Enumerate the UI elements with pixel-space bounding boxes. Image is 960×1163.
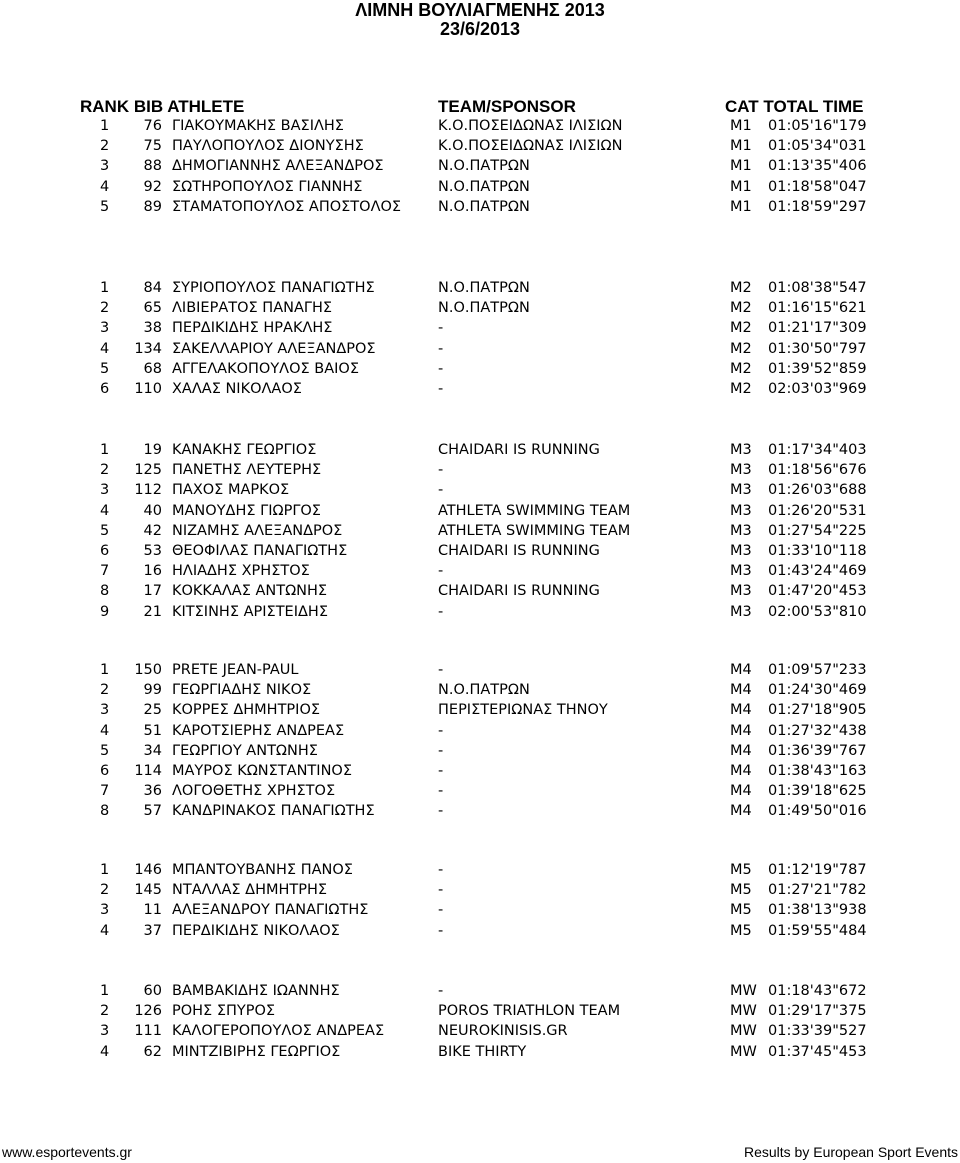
result-row [0, 1003, 960, 1023]
category: M3 [730, 442, 752, 458]
total-time: 01:36'39"767 [768, 742, 867, 759]
total-time: 01:26'20"531 [768, 502, 867, 519]
athlete-name: ΠΑΧΟΣ ΜΑΡΚΟΣ [172, 482, 290, 499]
footer-website: www.esportevents.gr [2, 1144, 132, 1160]
result-row [0, 381, 960, 401]
athlete-name: ΚΑΡΟΤΣΙΕΡΗΣ ΑΝΔΡΕΑΣ [172, 722, 345, 739]
rank: 3 [100, 902, 110, 919]
athlete-name: ΓΕΩΡΓΙΑΔΗΣ ΝΙΚΟΣ [172, 682, 312, 699]
team-sponsor: CHAIDARI IS RUNNING [438, 543, 600, 559]
bib: 150 [134, 662, 162, 678]
total-time: 01:26'03"688 [768, 482, 867, 499]
total-time: 01:38'43"163 [768, 763, 867, 779]
athlete-name: ΘΕΟΦΙΛΑΣ ΠΑΝΑΓΙΩΤΗΣ [172, 543, 348, 559]
total-time: 01:17'34"403 [768, 442, 867, 458]
team-sponsor: CHAIDARI IS RUNNING [438, 442, 600, 458]
athlete-name: ΚΑΝΑΚΗΣ ΓΕΩΡΓΙΟΣ [172, 442, 317, 458]
result-row [0, 442, 960, 462]
athlete-name: ΝΙΖΑΜΗΣ ΑΛΕΞΑΝΔΡΟΣ [172, 522, 343, 539]
team-sponsor: - [438, 902, 444, 919]
category: MW [730, 1043, 757, 1060]
rank: 5 [100, 742, 110, 759]
bib: 17 [143, 583, 162, 600]
category: M4 [730, 803, 752, 820]
category: M2 [730, 300, 752, 317]
category: M1 [730, 158, 752, 175]
bib: 38 [143, 320, 162, 337]
total-time: 02:00'53"810 [768, 603, 867, 620]
rank: 1 [100, 662, 110, 678]
result-row [0, 543, 960, 563]
result-row [0, 983, 960, 1003]
bib: 68 [143, 360, 162, 377]
team-sponsor: Ν.Ο.ΠΑΤΡΩΝ [438, 198, 530, 215]
category: MW [730, 1023, 757, 1040]
result-row [0, 199, 960, 219]
total-time: 01:59'55"484 [768, 922, 867, 939]
bib: 88 [143, 158, 162, 175]
bib: 21 [143, 603, 162, 620]
result-row [0, 320, 960, 340]
team-sponsor: - [438, 340, 444, 357]
category: M3 [730, 583, 752, 600]
category: M1 [730, 138, 752, 155]
category: M2 [730, 340, 752, 357]
bib: 145 [134, 882, 162, 899]
result-row [0, 361, 960, 381]
category: M4 [730, 783, 752, 800]
total-time: 01:37'45"453 [768, 1043, 867, 1060]
team-sponsor: - [438, 563, 444, 580]
category: M3 [730, 502, 752, 519]
total-time: 01:18'56"676 [768, 462, 867, 479]
result-row [0, 280, 960, 300]
result-row [0, 604, 960, 624]
athlete-name: ΠΕΡΔΙΚΙΔΗΣ ΗΡΑΚΛΗΣ [172, 320, 333, 337]
athlete-name: ΣΩΤΗΡΟΠΟΥΛΟΣ ΓΙΑΝΝΗΣ [172, 178, 363, 195]
team-sponsor: Κ.Ο.ΠΟΣΕΙΔΩΝΑΣ ΙΛΙΣΙΩΝ [438, 118, 623, 134]
total-time: 01:38'13"938 [768, 902, 867, 919]
rank: 3 [100, 158, 110, 175]
total-time: 01:09'57"233 [768, 662, 867, 678]
rank: 2 [100, 882, 110, 899]
team-sponsor: NEUROKINISIS.GR [438, 1023, 568, 1040]
category: M3 [730, 482, 752, 499]
athlete-name: ΚΑΛΟΓΕΡΟΠΟΥΛΟΣ ΑΝΔΡΕΑΣ [172, 1023, 385, 1040]
rank: 6 [100, 543, 110, 559]
team-sponsor: Ν.Ο.ΠΑΤΡΩΝ [438, 280, 530, 296]
result-row [0, 482, 960, 502]
result-row [0, 138, 960, 158]
bib: 126 [134, 1003, 162, 1020]
bib: 37 [143, 922, 162, 939]
athlete-name: ΠΑΝΕΤΗΣ ΛΕΥΤΕΡΗΣ [172, 462, 322, 479]
result-row [0, 1044, 960, 1064]
rank: 3 [100, 320, 110, 337]
athlete-name: ΣΤΑΜΑΤΟΠΟΥΛΟΣ ΑΠΟΣΤΟΛΟΣ [172, 198, 402, 215]
team-sponsor: - [438, 983, 444, 999]
athlete-name: ΧΑΛΑΣ ΝΙΚΟΛΑΟΣ [172, 381, 302, 397]
category: M4 [730, 742, 752, 759]
bib: 112 [134, 482, 162, 499]
column-header-cat-time: CAT TOTAL TIME [725, 97, 864, 116]
athlete-name: ΠΑΥΛΟΠΟΥΛΟΣ ΔΙΟΝΥΣΗΣ [172, 138, 364, 155]
athlete-name: ΓΕΩΡΓΙΟΥ ΑΝΤΩΝΗΣ [172, 742, 318, 759]
footer-credits: Results by European Sport Events [743, 1144, 958, 1160]
result-row [0, 763, 960, 783]
team-sponsor: POROS TRIATHLON TEAM [438, 1003, 621, 1020]
rank: 5 [100, 360, 110, 377]
rank: 1 [100, 442, 110, 458]
team-sponsor: CHAIDARI IS RUNNING [438, 583, 600, 600]
team-sponsor: - [438, 742, 444, 759]
team-sponsor: - [438, 722, 444, 739]
rank: 3 [100, 482, 110, 499]
result-row [0, 902, 960, 922]
result-row [0, 503, 960, 523]
category: M1 [730, 118, 752, 134]
athlete-name: ΗΛΙΑΔΗΣ ΧΡΗΣΤΟΣ [172, 563, 310, 580]
category: M3 [730, 563, 752, 580]
category: MW [730, 983, 757, 999]
total-time: 01:39'52"859 [768, 360, 867, 377]
total-time: 01:49'50"016 [768, 803, 867, 820]
rank: 5 [100, 522, 110, 539]
bib: 42 [143, 522, 162, 539]
bib: 99 [143, 682, 162, 699]
result-row [0, 1023, 960, 1043]
category: M4 [730, 662, 752, 678]
rank: 4 [100, 340, 110, 357]
total-time: 01:05'16"179 [768, 118, 867, 134]
rank: 7 [100, 563, 110, 580]
athlete-name: ΚΑΝΔΡΙΝΑΚΟΣ ΠΑΝΑΓΙΩΤΗΣ [172, 803, 375, 820]
result-row [0, 523, 960, 543]
bib: 34 [143, 742, 162, 759]
total-time: 01:12'19"787 [768, 862, 867, 878]
rank: 4 [100, 922, 110, 939]
total-time: 01:05'34"031 [768, 138, 867, 155]
total-time: 01:08'38"547 [768, 280, 867, 296]
column-header-team: TEAM/SPONSOR [438, 97, 576, 116]
total-time: 01:30'50"797 [768, 340, 867, 357]
total-time: 01:27'54"225 [768, 522, 867, 539]
bib: 11 [143, 902, 162, 919]
bib: 146 [134, 862, 162, 878]
bib: 53 [143, 543, 162, 559]
team-sponsor: - [438, 603, 444, 620]
result-row [0, 862, 960, 882]
bib: 134 [134, 340, 162, 357]
team-sponsor: - [438, 922, 444, 939]
rank: 5 [100, 198, 110, 215]
team-sponsor: Κ.Ο.ΠΟΣΕΙΔΩΝΑΣ ΙΛΙΣΙΩΝ [438, 138, 623, 155]
document-title: ΛΙΜΝΗ ΒΟΥΛΙΑΓΜΕΝΗΣ 2013 [355, 0, 605, 20]
athlete-name: PRETE JEAN-PAUL [172, 662, 299, 678]
rank: 7 [100, 783, 110, 800]
bib: 36 [143, 783, 162, 800]
athlete-name: ΛΙΒΙΕΡΑΤΟΣ ΠΑΝΑΓΗΣ [172, 300, 333, 317]
total-time: 01:24'30"469 [768, 682, 867, 699]
result-row [0, 583, 960, 603]
team-sponsor: - [438, 360, 444, 377]
result-row [0, 158, 960, 178]
rank: 9 [100, 603, 110, 620]
rank: 1 [100, 118, 110, 134]
category: M2 [730, 320, 752, 337]
category: M3 [730, 522, 752, 539]
category: M2 [730, 360, 752, 377]
result-row [0, 882, 960, 902]
rank: 2 [100, 462, 110, 479]
result-row [0, 682, 960, 702]
team-sponsor: BIKE THIRTY [438, 1043, 527, 1060]
bib: 111 [134, 1023, 162, 1040]
team-sponsor: - [438, 862, 444, 878]
category: M1 [730, 198, 752, 215]
total-time: 01:29'17"375 [768, 1003, 867, 1020]
category: M2 [730, 280, 752, 296]
total-time: 01:47'20"453 [768, 583, 867, 600]
result-row [0, 783, 960, 803]
category: M5 [730, 902, 752, 919]
category: M5 [730, 882, 752, 899]
athlete-name: ΚΟΚΚΑΛΑΣ ΑΝΤΩΝΗΣ [172, 583, 328, 600]
athlete-name: ΜΑΥΡΟΣ ΚΩΝΣΤΑΝΤΙΝΟΣ [172, 763, 352, 779]
total-time: 01:43'24"469 [768, 563, 867, 580]
team-sponsor: - [438, 381, 444, 397]
bib: 92 [143, 178, 162, 195]
category: M4 [730, 682, 752, 699]
rank: 3 [100, 702, 110, 719]
rank: 4 [100, 502, 110, 519]
rank: 2 [100, 1003, 110, 1020]
athlete-name: ΑΛΕΞΑΝΔΡΟΥ ΠΑΝΑΓΙΩΤΗΣ [172, 902, 369, 919]
category: M3 [730, 603, 752, 620]
result-row [0, 300, 960, 320]
total-time: 01:27'32"438 [768, 722, 867, 739]
total-time: 01:18'58"047 [768, 178, 867, 195]
team-sponsor: Ν.Ο.ΠΑΤΡΩΝ [438, 300, 530, 317]
team-sponsor: - [438, 662, 444, 678]
athlete-name: ΚΟΡΡΕΣ ΔΗΜΗΤΡΙΟΣ [172, 702, 321, 719]
athlete-name: ΚΙΤΣΙΝΗΣ ΑΡΙΣΤΕΙΔΗΣ [172, 603, 328, 620]
team-sponsor: - [438, 783, 444, 800]
rank: 6 [100, 381, 110, 397]
team-sponsor: - [438, 482, 444, 499]
athlete-name: ΔΗΜΟΓΙΑΝΝΗΣ ΑΛΕΞΑΝΔΡΟΣ [172, 158, 384, 175]
total-time: 02:03'03"969 [768, 381, 867, 397]
result-row [0, 341, 960, 361]
total-time: 01:27'18"905 [768, 702, 867, 719]
athlete-name: ΓΙΑΚΟΥΜΑΚΗΣ ΒΑΣΙΛΗΣ [172, 118, 344, 134]
athlete-name: ΒΑΜΒΑΚΙΔΗΣ ΙΩΑΝΝΗΣ [172, 983, 340, 999]
team-sponsor: ATHLETA SWIMMING TEAM [438, 522, 631, 539]
bib: 51 [143, 722, 162, 739]
athlete-name: ΜΙΝΤΖΙΒΙΡΗΣ ΓΕΩΡΓΙΟΣ [172, 1043, 341, 1060]
total-time: 01:33'39"527 [768, 1023, 867, 1040]
athlete-name: ΝΤΑΛΛΑΣ ΔΗΜΗΤΡΗΣ [172, 882, 328, 899]
bib: 60 [143, 983, 162, 999]
team-sponsor: ΠΕΡΙΣΤΕΡΙΩΝΑΣ ΤΗΝΟΥ [438, 702, 608, 719]
result-row [0, 662, 960, 682]
team-sponsor: ATHLETA SWIMMING TEAM [438, 502, 631, 519]
athlete-name: ΡΟΗΣ ΣΠΥΡΟΣ [172, 1003, 276, 1020]
rank: 4 [100, 1043, 110, 1060]
bib: 76 [143, 118, 162, 134]
team-sponsor: Ν.Ο.ΠΑΤΡΩΝ [438, 178, 530, 195]
category: MW [730, 1003, 757, 1020]
category: M4 [730, 763, 752, 779]
bib: 75 [143, 138, 162, 155]
rank: 4 [100, 178, 110, 195]
bib: 62 [143, 1043, 162, 1060]
bib: 110 [134, 381, 162, 397]
result-row [0, 179, 960, 199]
category: M1 [730, 178, 752, 195]
document-date: 23/6/2013 [439, 19, 521, 39]
athlete-name: ΜΑΝΟΥΔΗΣ ΓΙΩΡΓΟΣ [172, 502, 321, 519]
result-row [0, 743, 960, 763]
athlete-name: ΜΠΑΝΤΟΥΒΑΝΗΣ ΠΑΝΟΣ [172, 862, 353, 878]
category: M5 [730, 922, 752, 939]
total-time: 01:21'17"309 [768, 320, 867, 337]
column-header-rank-bib-athlete: RANK BIB ATHLETE [80, 97, 245, 116]
result-row [0, 803, 960, 823]
team-sponsor: - [438, 803, 444, 820]
bib: 65 [143, 300, 162, 317]
rank: 2 [100, 682, 110, 699]
rank: 3 [100, 1023, 110, 1040]
bib: 114 [134, 763, 162, 779]
total-time: 01:39'18"625 [768, 783, 867, 800]
rank: 6 [100, 763, 110, 779]
team-sponsor: - [438, 763, 444, 779]
category: M5 [730, 862, 752, 878]
rank: 4 [100, 722, 110, 739]
rank: 1 [100, 280, 110, 296]
team-sponsor: Ν.Ο.ΠΑΤΡΩΝ [438, 158, 530, 175]
total-time: 01:33'10"118 [768, 543, 867, 559]
total-time: 01:18'59"297 [768, 198, 867, 215]
total-time: 01:18'43"672 [768, 983, 867, 999]
athlete-name: ΛΟΓΟΘΕΤΗΣ ΧΡΗΣΤΟΣ [172, 783, 336, 800]
team-sponsor: - [438, 320, 444, 337]
category: M3 [730, 462, 752, 479]
result-row [0, 118, 960, 138]
category: M4 [730, 702, 752, 719]
total-time: 01:13'35"406 [768, 158, 867, 175]
result-row [0, 462, 960, 482]
bib: 16 [143, 563, 162, 580]
rank: 8 [100, 803, 110, 820]
team-sponsor: - [438, 882, 444, 899]
bib: 84 [143, 280, 162, 296]
bib: 40 [143, 502, 162, 519]
total-time: 01:27'21"782 [768, 882, 867, 899]
total-time: 01:16'15"621 [768, 300, 867, 317]
rank: 8 [100, 583, 110, 600]
result-row [0, 702, 960, 722]
athlete-name: ΠΕΡΔΙΚΙΔΗΣ ΝΙΚΟΛΑΟΣ [172, 922, 340, 939]
result-row [0, 923, 960, 943]
team-sponsor: Ν.Ο.ΠΑΤΡΩΝ [438, 682, 530, 699]
result-row [0, 723, 960, 743]
category: M3 [730, 543, 752, 559]
category: M4 [730, 722, 752, 739]
category: M2 [730, 381, 752, 397]
rank: 2 [100, 138, 110, 155]
bib: 57 [143, 803, 162, 820]
bib: 125 [134, 462, 162, 479]
bib: 89 [143, 198, 162, 215]
bib: 25 [143, 702, 162, 719]
athlete-name: ΑΓΓΕΛΑΚΟΠΟΥΛΟΣ ΒΑΙΟΣ [172, 360, 359, 377]
athlete-name: ΣΑΚΕΛΛΑΡΙΟΥ ΑΛΕΞΑΝΔΡΟΣ [172, 340, 376, 357]
athlete-name: ΣΥΡΙΟΠΟΥΛΟΣ ΠΑΝΑΓΙΩΤΗΣ [172, 280, 375, 296]
team-sponsor: - [438, 462, 444, 479]
rank: 2 [100, 300, 110, 317]
rank: 1 [100, 983, 110, 999]
bib: 19 [143, 442, 162, 458]
rank: 1 [100, 862, 110, 878]
result-row [0, 563, 960, 583]
